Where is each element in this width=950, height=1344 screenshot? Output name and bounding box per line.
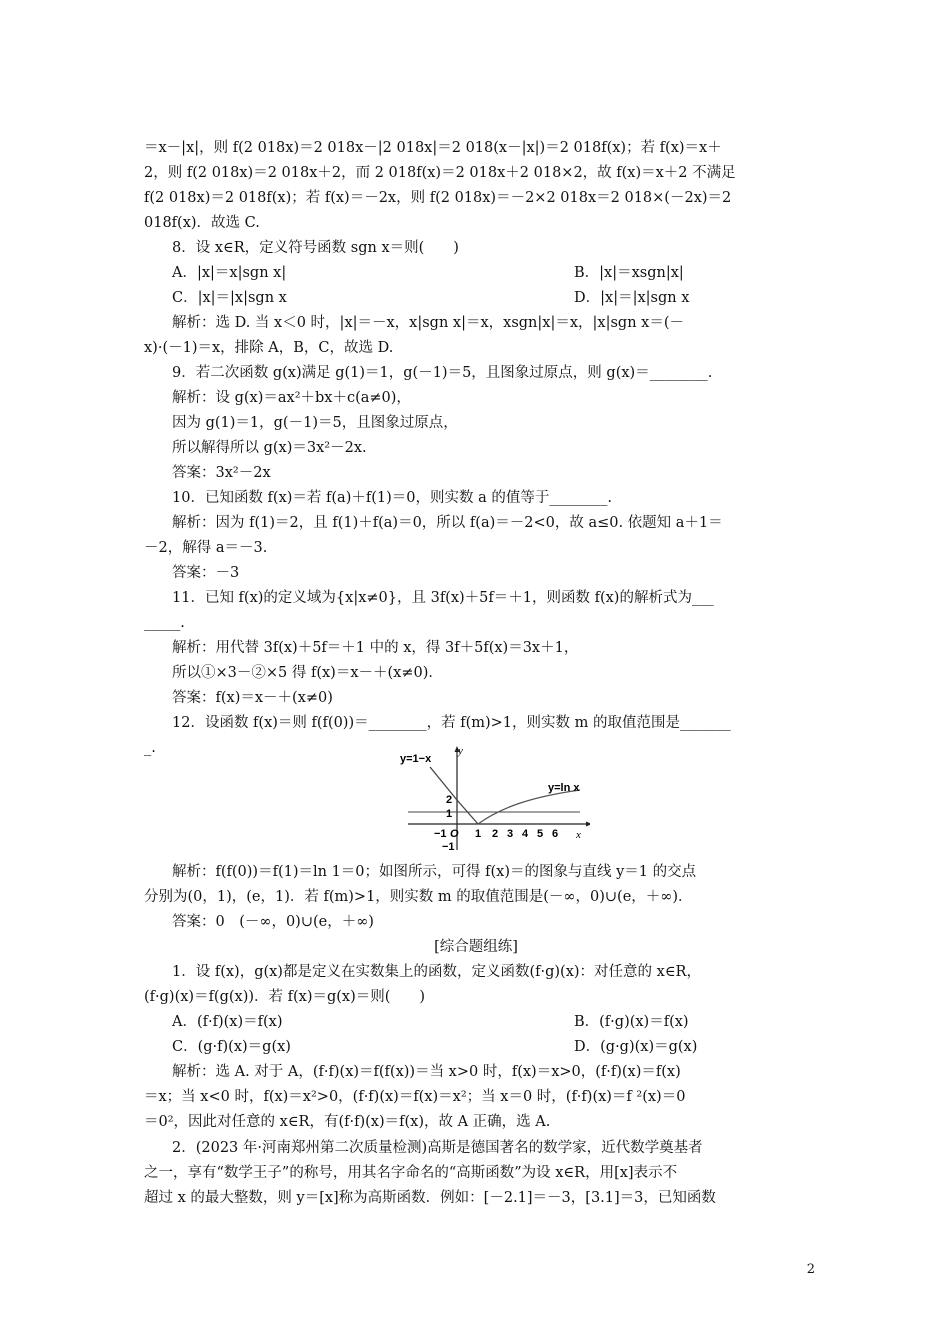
question-12: 12．设函数 f(x)＝则 f(f(0))＝________，若 f(m)>1，则实数 m 的取值范围是_______ (172, 715, 731, 731)
text-line: －2，解得 a＝－3. (144, 540, 268, 556)
origin-label: O (450, 828, 459, 840)
x-tick-label: 1 (475, 828, 482, 840)
x-tick-label: −1 (434, 828, 447, 840)
question-c1: 1．设 f(x)，g(x)都是定义在实数集上的函数，定义函数(f·g)(x)：对任意的 x∈R， (172, 964, 701, 980)
option-row (172, 286, 836, 310)
text-line: 解析：用代替 3f(x)＋5f＝＋1 中的 x，得 3f＋5f(x)＝3x＋1， (172, 640, 579, 656)
text-line: 超过 x 的最大整数，则 y＝[x]称为高斯函数．例如：[－2.1]＝－3，[3.1]＝3，已知函数 (144, 1190, 716, 1206)
question-c2: 2．(2023 年·河南郑州第二次质量检测)高斯是德国著名的数学家，近代数学奠基者 (172, 1140, 703, 1156)
option-c: C．(g·f)(x)＝g(x) (172, 1039, 291, 1055)
option-a: A．(f·f)(x)＝f(x) (172, 1014, 283, 1030)
y-tick-label: 1 (446, 808, 453, 820)
option-b: B．(f·g)(x)＝f(x) (574, 1014, 689, 1030)
left-branch-curve (430, 767, 478, 824)
option-a: A．|x|＝x|sgn x| (172, 265, 287, 281)
option-d: D．(g·g)(x)＝g(x) (574, 1039, 698, 1055)
function-graph (400, 746, 590, 852)
answer-line: 答案：－3 (172, 565, 240, 581)
x-tick-label: 5 (537, 828, 544, 840)
text-line: 解析：设 g(x)＝ax²＋bx＋c(a≠0)， (172, 390, 411, 406)
text-line: (f·g)(x)＝f(g(x))．若 f(x)＝g(x)＝则( ) (144, 989, 426, 1005)
option-row (172, 1035, 836, 1059)
text-line: ＝x；当 x<0 时，f(x)＝x²>0，(f·f)(x)＝f(x)＝x²；当 x＝0 时，(f·f)(x)＝f ²(x)＝0 (144, 1089, 686, 1105)
text-line: 之一，享有“数学王子”的称号，用其名字命名的“高斯函数”为设 x∈R，用[x]表示不 (144, 1165, 678, 1181)
page-number: 2 (806, 1262, 815, 1277)
question-10: 10．已知函数 f(x)＝若 f(a)＋f(1)＝0，则实数 a 的值等于________. (172, 490, 612, 506)
option-b: B．|x|＝xsgn|x| (574, 265, 684, 281)
option-d: D．|x|＝|x|sgn x (574, 290, 690, 306)
answer-line: 答案：3x²－2x (172, 465, 271, 481)
option-c: C．|x|＝|x|sgn x (172, 290, 287, 306)
text-line: 所以①×3－②×5 得 f(x)＝x－＋(x≠0)． (172, 665, 443, 681)
question-9: 9．若二次函数 g(x)满足 g(1)＝1，g(－1)＝5，且图象过原点，则 g(x)＝________. (172, 365, 713, 381)
question-11: 11．已知 f(x)的定义域为{x|x≠0}，且 3f(x)＋5f＝＋1，则函数 f(x)的解析式为___ (172, 590, 714, 606)
x-tick-label: 6 (552, 828, 559, 840)
option-row (172, 261, 836, 285)
x-axis-arrow (586, 822, 590, 827)
left-curve-label: y=1−x (400, 753, 432, 765)
x-axis-label: x (576, 829, 581, 841)
text-line: f(2 018x)＝2 018f(x)；若 f(x)＝－2x，则 f(2 018x)＝－2×2 018x＝2 018×(－2x)＝2 (144, 190, 732, 206)
y-tick-label: 2 (446, 794, 453, 806)
x-tick-label: 2 (492, 828, 499, 840)
text-line: 2，则 f(2 018x)＝2 018x＋2，而 2 018f(x)＝2 018x＋2 018×2，故 f(x)＝x＋2 不满足 (144, 165, 736, 181)
text-line: 所以解得所以 g(x)＝3x²－2x. (172, 440, 367, 456)
right-curve-label: y=ln x (548, 782, 580, 794)
section-heading: [综合题组练] (434, 939, 518, 955)
question-8: 8．设 x∈R，定义符号函数 sgn x＝则( ) (172, 240, 459, 256)
text-line: ＝0²，因此对任意的 x∈R，有(f·f)(x)＝f(x)，故 A 正确，选 A. (144, 1114, 551, 1130)
text-line: 解析：f(f(0))＝f(1)＝ln 1＝0；如图所示，可得 f(x)＝的图象与直线 y＝1 的交点 (172, 864, 697, 880)
text-line: ＝x－|x|，则 f(2 018x)＝2 018x－|2 018x|＝2 018(x－|x|)＝2 018f(x)；若 f(x)＝x＋ (144, 140, 722, 156)
text-line: 解析：选 A. 对于 A，(f·f)(x)＝f(f(x))＝当 x>0 时，f(x)＝x>0，(f·f)(x)＝f(x) (172, 1064, 681, 1080)
answer-line: 答案：0 (－∞，0)∪(e，＋∞) (172, 914, 374, 930)
text-line: x)·(－1)＝x，排除 A，B，C，故选 D. (144, 340, 394, 356)
text-line: _. (144, 740, 156, 756)
y-tick-label: −1 (442, 841, 455, 852)
text-line: 因为 g(1)＝1，g(－1)＝5，且图象过原点， (172, 415, 458, 431)
y-axis-label: y (458, 746, 463, 757)
text-line: 解析：因为 f(1)＝2，且 f(1)＋f(a)＝0，所以 f(a)＝－2<0，故 a≤0. 依题知 a＋1＝ (172, 515, 723, 531)
x-tick-label: 3 (507, 828, 514, 840)
text-line: 分别为(0，1)，(e，1)．若 f(m)>1，则实数 m 的取值范围是(－∞，0)∪(e，＋∞)． (144, 889, 693, 905)
text-line: _____. (144, 615, 185, 631)
answer-line: 答案：f(x)＝x－＋(x≠0) (172, 690, 333, 706)
option-row (172, 1010, 836, 1034)
x-tick-label: 4 (522, 828, 529, 840)
ln-curve (478, 790, 580, 824)
text-line: 018f(x)．故选 C. (144, 215, 260, 231)
text-line: 解析：选 D. 当 x＜0 时，|x|＝－x，x|sgn x|＝x，xsgn|x|＝x，|x|sgn x＝(－ (172, 315, 684, 331)
